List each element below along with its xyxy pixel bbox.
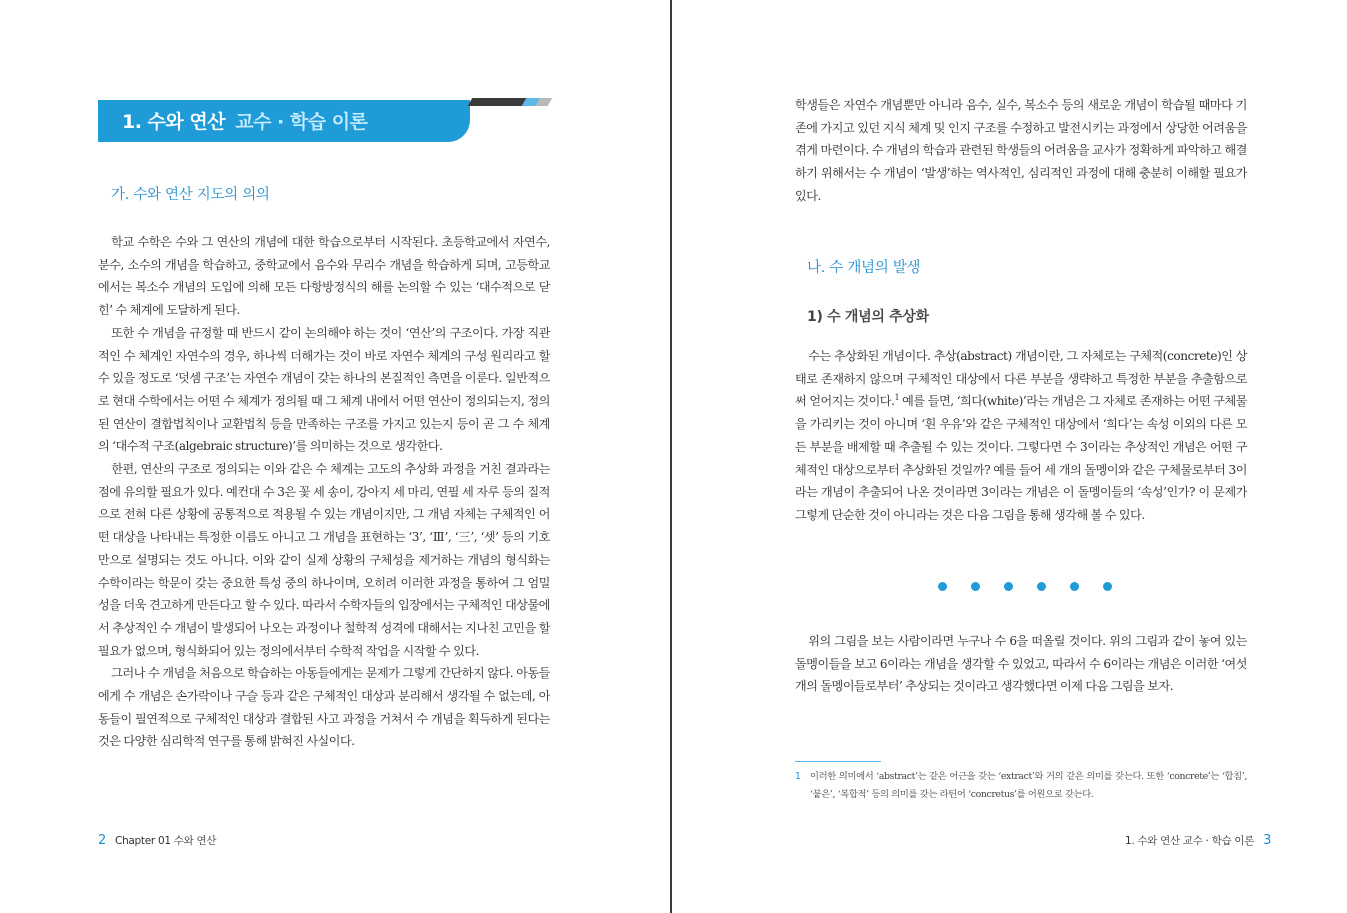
figure-dot: [1004, 582, 1013, 591]
footnote: [795, 768, 1247, 804]
footnote-rule: [795, 761, 881, 762]
section-banner: [98, 98, 553, 142]
running-title: 1. 수와 연산 교수 · 학습 이론: [1125, 835, 1255, 847]
left-paragraph-2: 또한 수 개념을 규정할 때 반드시 같이 논의해야 하는 것이 ‘연산’의 구조이다. 가장 직관적인 수 체계인 자연수의 경우, 하나씩 더해가는 것이 바로 자연수 체계의 구성 원리라고 할 수 있을 정도로 ‘덧셈 구조’는 자연수 개념이 갖는 하나의 본질적인 측면을 이룬다. 일반적으로 현대 수학에서는 어떤 수 체계가 정의될 때 그 체계 내에서 어떤 연산이 정의되는지, 정의된 연산이 결합법칙이나 교환법칙 등을 만족하는 구조를 가지고 있는지 등이 곧 그 수 체계의 ‘대수적 구조(algebraic structure)’를 의미하는 것으로 생각한다.: [98, 325, 550, 454]
left-page: [0, 0, 671, 913]
figure-dot: [1103, 582, 1112, 591]
left-paragraph-1: 학교 수학은 수와 그 연산의 개념에 대한 학습으로부터 시작된다. 초등학교에서 자연수, 분수, 소수의 개념을 학습하고, 중학교에서 음수와 무리수 개념을 학습하게 되며, 고등학교에서는 복소수 개념의 도입에 의해 모든 다항방정식의 해를 논의할 수 있는 ‘대수적으로 닫힌’ 수 체계에 도달하게 된다.: [98, 235, 550, 318]
left-folio: [98, 833, 216, 848]
right-top-paragraph: 학생들은 자연수 개념뿐만 아니라 음수, 실수, 복소수 등의 새로운 개념이 학습될 때마다 기존에 가지고 있던 지식 체계 및 인지 구조를 수정하고 발전시키는 과정에서 상당한 어려움을 겪게 마련이다. 수 개념의 학습과 관련된 학생들의 어려움을 교사가 정확하게 파악하고 해결하기 위해서는 수 개념이 ‘발생’하는 역사적인, 심리적인 과정에 대해 충분히 이해할 필요가 있다.: [795, 98, 1247, 203]
left-body-text: [98, 231, 550, 753]
figure-dot: [971, 582, 980, 591]
heading-na: 나. 수 개념의 발생: [807, 260, 921, 276]
six-dots-figure: [938, 582, 1118, 594]
figure-dot: [1037, 582, 1046, 591]
footnote-text: 이러한 의미에서 ‘abstract’는 같은 어근을 갖는 ‘extract’와 거의 같은 의미를 갖는다. 또한 ‘concrete’는 ‘합침’, ‘붙은’, ‘복합적’ 등의 의미를 갖는 라틴어 ‘concretus’를 어원으로 갖는다.: [810, 771, 1247, 800]
right-paragraph-1-part-a: 수는 추상화된 개념이다. 추상(abstract) 개념이란, 그 자체로는 구체적(concrete)인 상태로 존재하지 않으며 구체적인 대상에서 다른 부분을 생략하고 특정한 부분을 추출함으로써 얻어지는 것이다.: [795, 349, 1247, 409]
section-title: [122, 107, 367, 134]
figure-dot: [938, 582, 947, 591]
figure-dot: [1070, 582, 1079, 591]
right-folio: [1125, 833, 1271, 848]
right-intro-text: [795, 94, 1247, 208]
left-paragraph-4: 그러나 수 개념을 처음으로 학습하는 아동들에게는 문제가 그렇게 간단하지 않다. 아동들에게 수 개념은 손가락이나 구슬 등과 같은 구체적인 대상과 분리해서 생각될 수 없는데, 아동들이 필연적으로 구체적인 대상과 결합된 사고 과정을 거쳐서 수 개념을 획득하게 된다는 것은 다양한 심리학적 연구를 통해 밝혀진 사실이다.: [98, 666, 550, 749]
right-paragraph-1-part-b: 예를 들면, ‘희다(white)’라는 개념은 그 자체로 존재하는 어떤 구체물을 가리키는 것이 아니며 ‘흰 우유’와 같은 구체적인 대상에서 ‘희다’는 속성 이외의 다른 모든 부분을 배제할 때 추출될 수 있는 것이다. 그렇다면 수 3이라는 추상적인 개념은 어떤 구체적인 대상으로부터 추상화된 것일까? 예를 들어 세 개의 돌멩이와 같은 구체물로부터 3이라는 개념이 추출되어 나온 것이라면 3이라는 개념은 이 돌멩이들의 ‘속성’인가? 이 문제가 그렇게 단순한 것이 아니라는 것은 다음 그림을 통해 생각해 볼 수 있다.: [795, 394, 1247, 522]
chapter-label: Chapter 01 수와 연산: [115, 835, 217, 847]
footnote-number: 1: [795, 771, 801, 782]
subheading-abstraction: 1) 수 개념의 추상화: [807, 309, 929, 325]
right-body-text-1: [795, 345, 1247, 527]
page-number-left: 2: [98, 833, 106, 848]
banner-accent-dark: [468, 98, 529, 106]
right-paragraph-1: [795, 345, 1247, 527]
left-paragraph-3: 한편, 연산의 구조로 정의되는 이와 같은 수 체계는 고도의 추상화 과정을 거친 결과라는 점에 유의할 필요가 있다. 예컨대 수 3은 꽃 세 송이, 강아지 세 마리, 연필 세 자루 등의 질적으로 전혀 다른 상황에 공통적으로 적용될 수 있는 개념이지만, 그 개념 자체는 구체적인 어떤 대상을 나타내는 특정한 이름도 아니고 그 개념을 표현하는 ‘3’, ‘Ⅲ’, ‘三’, ‘셋’ 등의 기호만으로 설명되는 것도 아니다. 이와 같이 실제 상황의 구체성을 제거하는 개념의 형식화는 수학이라는 학문이 갖는 중요한 특성 중의 하나이며, 오히려 이러한 과정을 통하여 그 엄밀성을 더욱 견고하게 만든다고 할 수 있다. 따라서 수학자들의 입장에서는 구체적인 대상물에서 추상적인 수 개념이 발생되어 나오는 과정이나 철학적 성격에 대해서는 지나친 고민을 할 필요가 없으며, 형식화되어 있는 정의에서부터 수학적 작업을 시작할 수 있다.: [98, 462, 550, 658]
page-number-right: 3: [1263, 833, 1272, 848]
right-paragraph-2: 위의 그림을 보는 사람이라면 누구나 수 6을 떠올릴 것이다. 위의 그림과 같이 놓여 있는 돌멩이들을 보고 6이라는 개념을 생각할 수 있었고, 따라서 수 6이라는 개념은 이러한 ‘여섯 개의 돌멩이들로부터’ 추상되는 것이라고 생각했다면 이제 다음 그림을 보자.: [795, 634, 1247, 694]
heading-ga: 가. 수와 연산 지도의 의의: [111, 187, 270, 203]
right-body-text-2: [795, 630, 1247, 698]
footnote-reference: 1: [894, 393, 900, 403]
section-title-sub: 교수 · 학습 이론: [235, 111, 368, 133]
banner-accent-gray: [536, 98, 553, 106]
section-title-main: 1. 수와 연산: [122, 111, 226, 133]
